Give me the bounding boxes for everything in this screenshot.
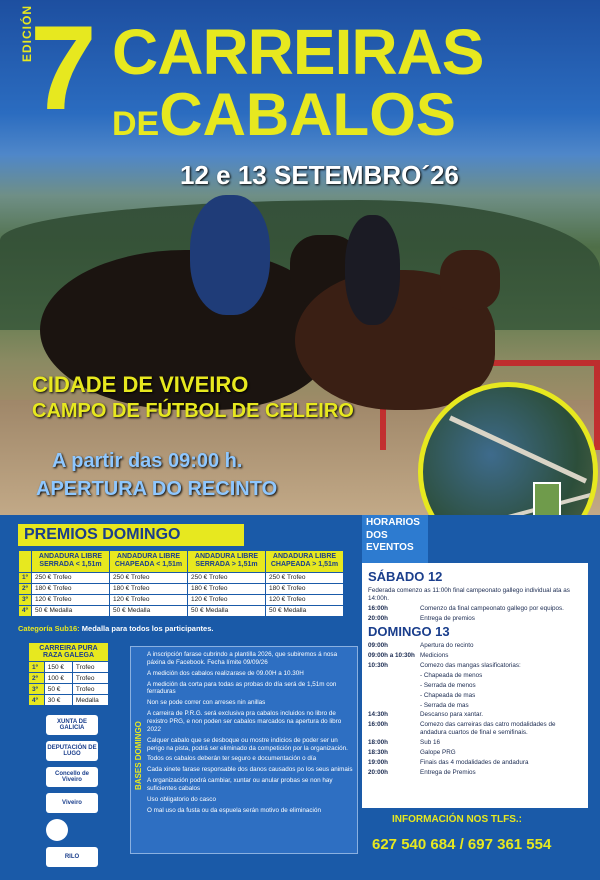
prize-cell: 50 € Medalla <box>188 605 266 616</box>
category-text: Medalla para todos los participantes. <box>81 624 214 633</box>
viveiro-logo: Viveiro <box>46 793 98 813</box>
table-row <box>29 684 109 695</box>
event-text: Medicions <box>420 652 449 660</box>
prizes-title: PREMIOS DOMINGO <box>18 524 244 546</box>
table-row <box>29 695 109 706</box>
list-item: O mal uso da fusta ou da espuela serán motivo de eliminación <box>147 806 321 814</box>
bases-list <box>147 651 355 818</box>
table-row <box>19 572 344 583</box>
prize-cell: 120 € Trofeo <box>266 594 344 605</box>
award-cell: Trofeo <box>72 684 108 695</box>
event-date: 12 e 13 SETEMBRO´26 <box>180 160 459 190</box>
schedule-row <box>368 672 582 680</box>
rider-left <box>190 195 270 315</box>
schedule-row <box>368 739 582 747</box>
prizes-col-header: ANDADURA LIBRE CHAPEADA > 1,51m <box>266 551 344 573</box>
title-line2 <box>112 81 456 148</box>
bases-panel <box>130 646 358 854</box>
category-note <box>18 624 213 633</box>
club-crest-logo <box>46 819 68 841</box>
edition-number: 7 <box>30 1 97 135</box>
xunta-logo: XUNTA DE GALICIA <box>46 715 98 735</box>
table-row <box>29 673 109 684</box>
schedule-row <box>368 642 582 650</box>
prize-cell: 120 € Trofeo <box>32 594 110 605</box>
prize-cell: 120 € Trofeo <box>110 594 188 605</box>
place-cell: 3º <box>29 684 45 695</box>
prize-cell: 50 € Medalla <box>266 605 344 616</box>
event-time: 10:30h <box>368 662 388 670</box>
schedule-intro <box>368 587 582 603</box>
event-text: Federada comenzo as 11:00h final campeonato gallego individual ata as 14:00h. <box>368 587 570 602</box>
map-road <box>449 416 587 484</box>
schedule-header: HORARIOS DOS EVENTOS <box>362 515 428 563</box>
event-time: 20:00h <box>368 768 388 776</box>
saturday-title: SÁBADO 12 <box>368 569 443 584</box>
edition-label: EDICIÓN <box>20 4 34 62</box>
table-row <box>19 605 344 616</box>
prizes-table <box>18 550 344 617</box>
event-time <box>368 692 420 700</box>
sponsor-logos <box>46 715 100 873</box>
prize-cell: 50 € Medalla <box>32 605 110 616</box>
event-time <box>368 682 420 690</box>
deputacion-lugo-logo: DEPUTACIÓN DE LUGO <box>46 741 98 761</box>
prize-cell: 50 € <box>44 684 72 695</box>
prize-cell: 180 € Trofeo <box>188 583 266 594</box>
prize-cell: 250 € Trofeo <box>188 572 266 583</box>
schedule-row <box>368 615 582 623</box>
prize-cell: 100 € <box>44 673 72 684</box>
schedule-row <box>368 702 582 710</box>
prize-cell: 50 € Medalla <box>110 605 188 616</box>
event-text: Sub 16 <box>420 739 440 747</box>
venue-label: CAMPO DE FÚTBOL DE CELEIRO <box>32 400 354 422</box>
list-item: Non se pode correr con arreses nin anillas <box>147 699 266 707</box>
info-phones: 627 540 684 / 697 361 554 <box>372 836 552 853</box>
schedule-row <box>368 759 582 767</box>
event-time: 20:00h <box>368 614 388 622</box>
city-label: CIDADE DE VIVEIRO <box>32 372 249 397</box>
prize-cell: 250 € Trofeo <box>266 572 344 583</box>
event-text: - Chapeada de menos <box>420 672 483 680</box>
rilo-logo: RILO <box>46 847 98 867</box>
list-item: Todos os cabalos deberán ter seguro e documentación o día <box>147 755 317 763</box>
place-cell: 3º <box>19 594 32 605</box>
event-time: 09:00h <box>368 642 388 650</box>
event-time: 18:00h <box>368 739 388 747</box>
place-cell: 4º <box>29 695 45 706</box>
table-row <box>29 662 109 673</box>
horse-right-head <box>440 250 500 310</box>
event-text: Finais das 4 modalidades de andadura <box>420 758 529 766</box>
list-item: A organización podrá cambiar, xuntar ou anular probas se non hay suficientes cabalos <box>147 777 333 793</box>
prize-cell: 120 € Trofeo <box>188 594 266 605</box>
prize-cell: 150 € <box>44 662 72 673</box>
event-time <box>368 672 420 680</box>
event-time: 16:00h <box>368 604 388 612</box>
pura-raza-table <box>28 642 109 706</box>
prize-cell: 180 € Trofeo <box>32 583 110 594</box>
event-text: Entrega de premios <box>420 614 475 622</box>
table-row <box>19 594 344 605</box>
event-text: - Serrada de mas <box>420 701 469 709</box>
list-item: A medición dos cabalos realizarase de 09.00H a 10.30H <box>147 669 304 677</box>
event-time: 19:00h <box>368 758 388 766</box>
schedule-row <box>368 682 582 690</box>
opening-label: APERTURA DO RECINTO <box>36 478 278 500</box>
award-cell: Trofeo <box>72 662 108 673</box>
award-cell: Medalla <box>72 695 108 706</box>
schedule-row <box>368 662 582 670</box>
list-item: Calquer cabalo que se desboque ou mostre indicios de poder ser un perigo na pista, podrá ser eliminado da competición por la organización. <box>147 736 348 752</box>
category-label: Categoría Sub16: <box>18 624 80 633</box>
event-text: Apertura do recinto <box>420 642 474 650</box>
event-text: - Serrada de menos <box>420 681 476 689</box>
event-text: Comezo das mangas slasificatorias: <box>420 662 521 670</box>
event-time: 16:00h <box>368 721 388 729</box>
schedule-row <box>368 769 582 777</box>
place-cell: 2º <box>19 583 32 594</box>
prizes-col-header: ANDADURA LIBRE SERRADA > 1,51m <box>188 551 266 573</box>
concello-viveiro-logo: Concello de Viveiro <box>46 767 98 787</box>
event-text: Entrega de Premios <box>420 768 476 776</box>
event-text: - Chapeada de mas <box>420 691 476 699</box>
event-time: 18:30h <box>368 748 388 756</box>
list-item: Uso obligatorio do casco <box>147 795 216 803</box>
place-cell: 1º <box>29 662 45 673</box>
event-text: Comezo das carreiras das catro modalidades de andadura cuartos de final e semifinais. <box>420 721 556 737</box>
prize-cell: 250 € Trofeo <box>110 572 188 583</box>
list-item: A inscripción farase cubrindo a plantilla 2026, que subiremos á nosa páxina de Facebook. Fecha límite 09/09/26 <box>147 651 338 666</box>
bases-label: BASES DOMINGO <box>134 721 143 790</box>
title-main: CABALOS <box>159 81 456 148</box>
prize-cell: 180 € Trofeo <box>110 583 188 594</box>
place-cell: 4º <box>19 605 32 616</box>
schedule-row <box>368 749 582 757</box>
event-text: Descanso para xantar. <box>420 711 484 719</box>
event-time <box>368 702 420 710</box>
title-line1: CARREIRAS <box>112 16 484 88</box>
schedule-panel <box>362 563 588 847</box>
list-item: Cada xinete farase responsable dos danos causados po los seus animais <box>147 766 353 774</box>
event-text: Comenzo da final campeonato gallego por equipos. <box>420 604 564 612</box>
list-item: A medición da corta para todas as probas do día será de 1,51m con ferraduras <box>147 680 337 696</box>
prizes-corner <box>19 551 32 573</box>
event-time: 14:30h <box>368 711 388 719</box>
prize-cell: 180 € Trofeo <box>266 583 344 594</box>
table-row <box>19 583 344 594</box>
place-cell: 2º <box>29 673 45 684</box>
title-prefix: DE <box>112 105 160 143</box>
prize-cell: 250 € Trofeo <box>32 572 110 583</box>
info-label: INFORMACIÓN NOS TLFS.: <box>392 814 522 825</box>
prizes-col-header: ANDADURA LIBRE CHAPEADA < 1,51m <box>110 551 188 573</box>
prizes-col-header: ANDADURA LIBRE SERRADA < 1,51m <box>32 551 110 573</box>
place-cell: 1º <box>19 572 32 583</box>
schedule-row <box>368 721 582 737</box>
list-item: A carreira de P.R.G. será exclusiva pra cabalos incluidos no libro de rexistro PRG, e non poden ser cabalos marcados na apertura do libro 2022 <box>147 710 342 733</box>
schedule-row <box>368 692 582 700</box>
sunday-title: DOMINGO 13 <box>368 624 450 640</box>
prize-cell: 30 € <box>44 695 72 706</box>
schedule-row <box>368 605 582 613</box>
schedule-row <box>368 711 582 719</box>
schedule-row <box>368 652 582 660</box>
rider-right <box>345 215 400 325</box>
pura-raza-title: CARREIRA PURA RAZA GALEGA <box>29 643 109 662</box>
opening-time: A partir das 09:00 h. <box>52 450 243 472</box>
event-text: Galope PRG <box>420 748 456 756</box>
event-time: 09:00h a 10:30h <box>368 652 415 660</box>
award-cell: Trofeo <box>72 673 108 684</box>
